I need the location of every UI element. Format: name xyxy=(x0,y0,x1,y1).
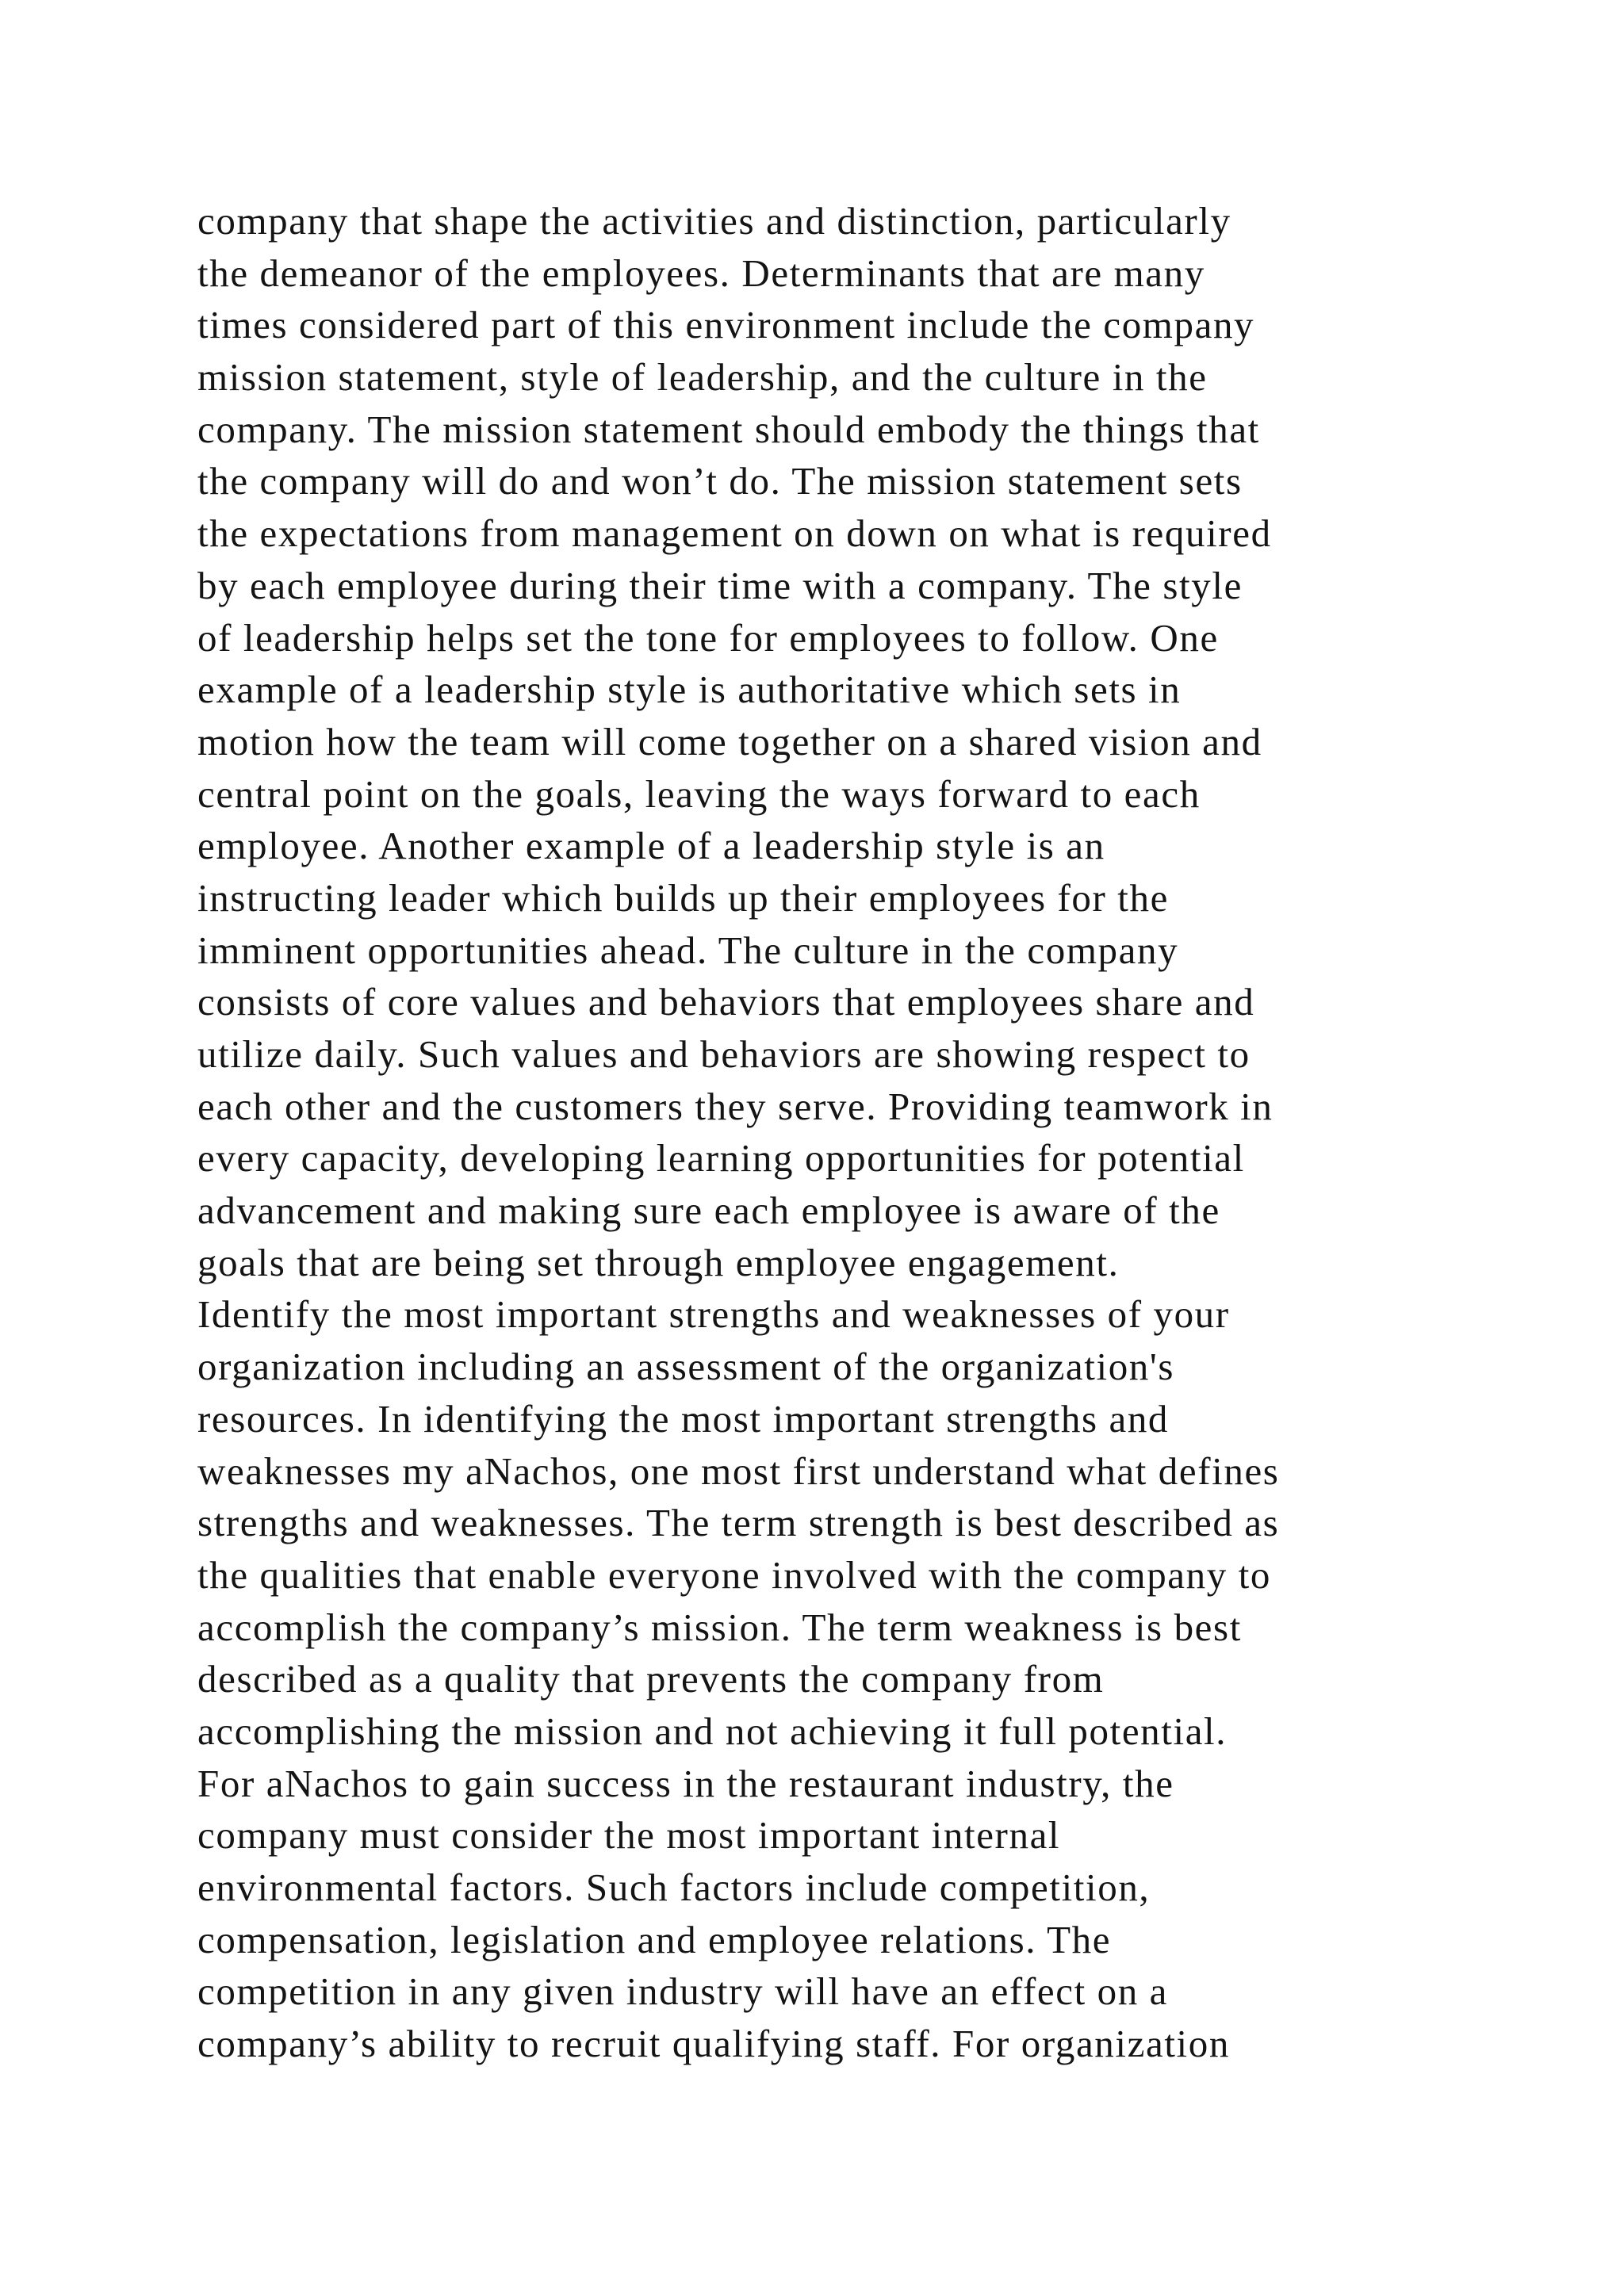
text-line: imminent opportunities ahead. The culture in the company xyxy=(197,928,1179,972)
text-line: environmental factors. Such factors include competition, xyxy=(197,1866,1151,1909)
text-line: by each employee during their time with a company. The style xyxy=(197,563,1243,607)
text-line: accomplish the company’s mission. The term weakness is best xyxy=(197,1605,1242,1649)
text-line: times considered part of this environment include the company xyxy=(197,303,1255,347)
text-line: the demeanor of the employees. Determinants that are many xyxy=(197,251,1205,295)
text-line: compensation, legislation and employee relations. The xyxy=(197,1917,1112,1961)
text-line: example of a leadership style is authoritative which sets in xyxy=(197,668,1182,712)
text-line: company that shape the activities and distinction, particularly xyxy=(197,199,1231,243)
text-line: strengths and weaknesses. The term strength is best described as xyxy=(197,1501,1280,1545)
text-line: company. The mission statement should embody the things that xyxy=(197,407,1260,451)
text-line: goals that are being set through employee engagement. xyxy=(197,1240,1120,1284)
text-line: resources. In identifying the most important strengths and xyxy=(197,1396,1170,1441)
text-line: the qualities that enable everyone involved with the company to xyxy=(197,1552,1272,1597)
text-line: of leadership helps set the tone for employees to follow. One xyxy=(197,615,1219,660)
text-line: every capacity, developing learning opportunities for potential xyxy=(197,1136,1245,1181)
text-line: the expectations from management on down on what is required xyxy=(197,511,1272,556)
text-line: mission statement, style of leadership, and the culture in the xyxy=(197,355,1208,400)
body-text xyxy=(197,195,1498,2070)
text-line: central point on the goals, leaving the ways forward to each xyxy=(197,771,1201,816)
text-line: utilize daily. Such values and behaviors are showing respect to xyxy=(197,1032,1251,1076)
text-line: instructing leader which builds up their employees for the xyxy=(197,875,1169,920)
text-line: consists of core values and behaviors that employees share and xyxy=(197,980,1255,1024)
text-line: competition in any given industry will have an effect on a xyxy=(197,1969,1169,2014)
text-line: each other and the customers they serve. Providing teamwork in xyxy=(197,1084,1274,1128)
text-line: accomplishing the mission and not achieving it full potential. xyxy=(197,1709,1228,1753)
text-line: For aNachos to gain success in the restaurant industry, the xyxy=(197,1761,1174,1805)
text-line: employee. Another example of a leadership style is an xyxy=(197,824,1105,868)
text-line: motion how the team will come together on a shared vision and xyxy=(197,719,1262,763)
text-line: described as a quality that prevents the company from xyxy=(197,1657,1105,1701)
text-line: the company will do and won’t do. The mission statement sets xyxy=(197,459,1243,503)
text-line: advancement and making sure each employee is aware of the xyxy=(197,1188,1220,1233)
text-line: Identify the most important strengths and weaknesses of your xyxy=(197,1292,1230,1337)
text-line: organization including an assessment of the organization's xyxy=(197,1345,1175,1389)
text-line: company’s ability to recruit qualifying staff. For organization xyxy=(197,2022,1230,2066)
text-line: company must consider the most important internal xyxy=(197,1813,1061,1858)
text-line: weaknesses my aNachos, one most first understand what defines xyxy=(197,1448,1280,1493)
